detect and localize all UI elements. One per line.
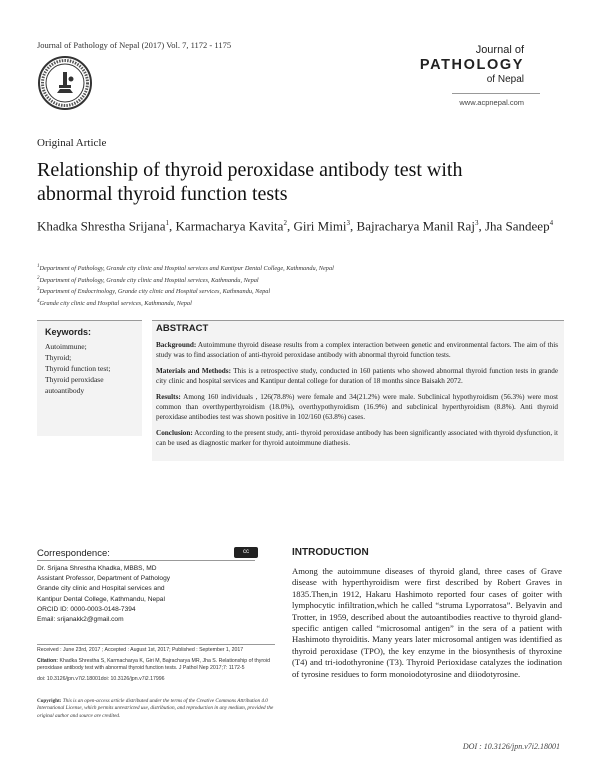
affiliation-text: Department of Pathology, Grande city clinic and Hospital services and Kantipur Dental College, Kathmandu, Nepal xyxy=(39,265,334,273)
keywords-list xyxy=(45,341,142,396)
correspondence-line: Dr. Srijana Shrestha Khadka, MBBS, MD xyxy=(37,565,157,572)
affiliation-text: Department of Endocrinology, Grande city clinic and Hospital services, Kathmandu, Nepal xyxy=(39,288,271,296)
affiliation-text: Grande city clinic and Hospital services, Kathmandu, Nepal xyxy=(39,299,192,307)
author-aff: 3 xyxy=(346,219,351,227)
author: Bajracharya Manil Raj xyxy=(356,218,475,234)
creative-commons-icon: cc xyxy=(234,547,258,558)
masthead-divider xyxy=(452,93,540,94)
abstract-methods xyxy=(156,366,558,386)
keyword: Autoimmune; xyxy=(45,342,87,351)
author-aff: 1 xyxy=(165,219,170,227)
article-citation xyxy=(37,658,275,673)
affiliation-list xyxy=(37,262,517,308)
abstract-section-label: Background: xyxy=(156,341,197,349)
abstract-background xyxy=(156,340,558,360)
journal-title-line2: PATHOLOGY xyxy=(419,57,524,73)
copyright-text: This is an open-access article distributed under the terms of the Creative Commons Attribution 4.0 International License, which permits unrestricted use, distribution, and reproduction in any medium, provided the original author and source are credited. xyxy=(37,698,274,719)
introduction-heading: INTRODUCTION xyxy=(292,547,369,558)
abstract-section-label: Results: xyxy=(156,393,181,401)
affiliation-num: 2 xyxy=(37,275,40,281)
article-doi-line[interactable]: doi: 10.3126/jpn.v7i2.18001doi: 10.3126/jpn.v7i2.17996 xyxy=(37,675,165,682)
journal-title-line3: of Nepal xyxy=(486,74,524,85)
abstract-section-label: Conclusion: xyxy=(156,429,193,437)
author: Khadka Shrestha Srijana xyxy=(37,218,166,234)
article-type: Original Article xyxy=(37,137,107,149)
keywords-title: Keywords: xyxy=(45,327,92,337)
citation-text: Khadka Shrestha S, Karmacharya K, Giri M, Bajracharya MR, Jha S. Relationship of thyroid peroxidase antibody test with abnormal thyroid function tests. J Pathol Nep 2017;7: 1172-5 xyxy=(37,657,270,672)
paper-title: Relationship of thyroid peroxidase antibody test with abnormal thyroid function tests xyxy=(37,159,463,205)
abstract-conclusion xyxy=(156,428,558,448)
abstract-section-label: Materials and Methods: xyxy=(156,367,231,375)
affiliation-num: 3 xyxy=(37,287,40,292)
article-meta xyxy=(37,647,275,683)
author: Karmacharya Kavita xyxy=(175,218,284,234)
footer-doi[interactable]: DOI : 10.3126/jpn.v7i2.18001 xyxy=(462,742,560,751)
abstract-box xyxy=(152,320,564,461)
keyword: Thyroid function test; xyxy=(45,364,111,373)
journal-url-link[interactable]: www.acpnepal.com xyxy=(459,98,524,107)
abstract-title: ABSTRACT xyxy=(156,323,209,334)
abstract-section-text: Autoimmune thyroid disease results from a complex interaction between genetic and environmental factors. The aim of this study was to find association of anti-thyroid peroxidase antibody with abnormal thyroid function tests. xyxy=(156,341,558,359)
meta-divider xyxy=(37,644,275,645)
author-aff: 2 xyxy=(283,219,287,227)
correspondence-block xyxy=(37,548,255,625)
affiliation xyxy=(37,274,517,286)
author: Jha Sandeep xyxy=(484,218,550,234)
abstract-section-text: According to the present study, anti- thyroid peroxidase antibody has been significantly associated with thyroid dysfunction, it can be used as diagnostic marker for thyroid autoimmune diathesis. xyxy=(156,429,558,447)
affiliation-num: 1 xyxy=(37,264,40,269)
author-aff: 4 xyxy=(549,219,554,227)
keyword: Thyroid; xyxy=(45,353,72,362)
abstract-section-text: This is a retrospective study, conducted in 160 patients who showed abnormal thyroid function tests in grande city clinic and hospital services and Kantipur dental college for duration of 18 months since Baisakh 2072. xyxy=(156,367,559,385)
abstract-results xyxy=(156,392,558,422)
keywords-box xyxy=(37,320,142,436)
copyright-notice xyxy=(37,698,275,720)
copyright-label: Copyright: xyxy=(37,698,62,704)
correspondence-line: Assistant Professor, Department of Pathology xyxy=(37,575,171,583)
correspondence-lines xyxy=(37,564,255,625)
affiliation-num: 4 xyxy=(37,298,40,304)
citation-label: Citation: xyxy=(37,657,59,664)
correspondence-line: ORCID ID: 0000-0003-0148-7394 xyxy=(37,605,136,613)
journal-title-line1: Journal of xyxy=(475,44,524,56)
article-dates: Received : June 23rd, 2017 ; Accepted : August 1st, 2017; Published : September 1, 2017 xyxy=(37,647,244,653)
affiliation-text: Department of Pathology, Grande city clinic and Hospital services, Kathmandu, Nepal xyxy=(39,276,259,284)
correspondence-line: Grande city clinic and Hospital services and xyxy=(37,585,165,593)
author-list: Khadka Shrestha Srijana$^1$, Karmacharya Kavita$^2$, Giri Mimi$^3$, Bajracharya Manil Raj$^3$, Jha Sandeep$^4$ xyxy=(37,218,554,234)
affiliation xyxy=(37,297,517,309)
correspondence-email-link[interactable]: Email: srijanakk2@gmail.com xyxy=(37,616,124,624)
author: Giri Mimi xyxy=(293,218,347,234)
introduction-text: Among the autoimmune diseases of thyroid gland, three cases of Grave disease with hyperthyroidism were first described by Robert Graves in 1835.Then,in 1912, Hakaru Hashimoto reported four cases of goiter with lymphocytic infiltration,which he called “struma Lyporratosa”. Belyavin and Trotter, in 1959, described about the autoantibodies reactive to thyroid gland-specific antigen called “microsomal antigen” in the sera of a patient with Hashimoto thyroiditis. Many years later microsomal antigen was identified as thyroid peroxidase (TPO), the key enzyme in the biosynthesis of thyroxine (T4) and tri-iodothyronine (T3). Thyroid Perioxidase catalyzes the iodination of tyrosine residues to form monoiodotyrosine and diiodotyrosine. xyxy=(292,566,562,679)
affiliation xyxy=(37,262,517,274)
journal-reference: Journal of Pathology of Nepal (2017) Vol. 7, 1172 - 1175 xyxy=(37,40,232,50)
abstract-section-text: Among 160 individuals , 126(78.8%) were female and 34(21.2%) were male. Subclinical hypothyroidism (56.3%) were most common than overthyperthyroidism (18.0%), overthypothyroidism (16.9%) and subclinical hyperthyroidism (8.8%). Anti thyroid peroxidase antibodies test was shown positive in 102/160 (63.8%) cases. xyxy=(156,393,558,421)
affiliation xyxy=(37,285,517,297)
author-aff: 3 xyxy=(474,219,479,227)
journal-masthead xyxy=(420,44,524,85)
correspondence-title: Correspondence: xyxy=(37,548,255,561)
correspondence-line: Kantipur Dental College, Kathmandu, Nepal xyxy=(37,595,165,603)
journal-logo-icon xyxy=(37,55,93,111)
keyword: Thyroid peroxidase autoantibody xyxy=(45,375,104,395)
